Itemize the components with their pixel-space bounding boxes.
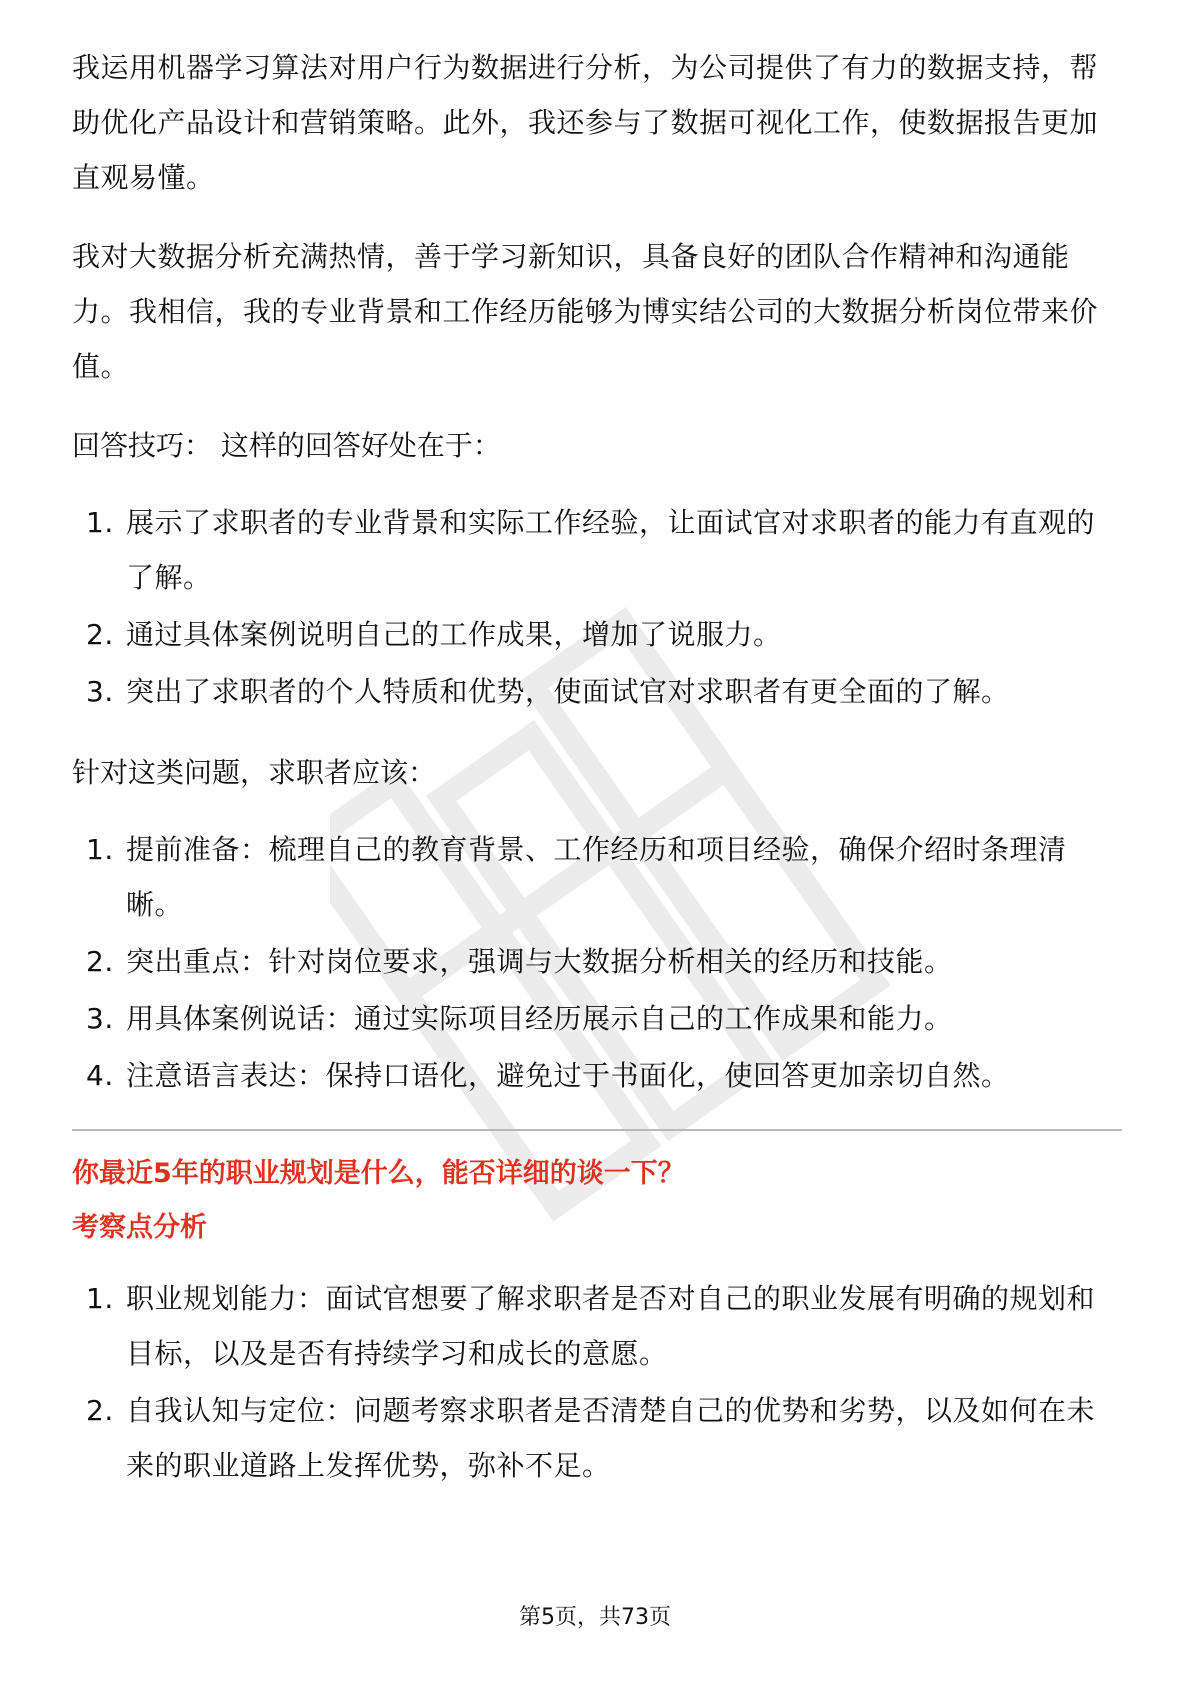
advice-list <box>72 822 1122 1103</box>
list-item <box>72 664 1122 719</box>
body-paragraph: 我运用机器学习算法对用户行为数据进行分析，为公司提供了有力的数据支持，帮助优化产品设计和营销策略。此外，我还参与了数据可视化工作，使数据报告更加直观易懂。 <box>72 51 1099 194</box>
list-item <box>72 822 1122 932</box>
list-item-text: 突出了求职者的个人特质和优势，使面试官对求职者有更全面的了解。 <box>126 675 1010 708</box>
list-number: 3. <box>86 1002 114 1035</box>
tips-list <box>72 495 1122 719</box>
list-item <box>72 1048 1122 1103</box>
list-number: 2. <box>86 945 114 978</box>
list-item <box>72 991 1122 1046</box>
list-item-text: 突出重点：针对岗位要求，强调与大数据分析相关的经历和技能。 <box>126 945 953 978</box>
list-item-text: 自我认知与定位：问题考察求职者是否清楚自己的优势和劣势，以及如何在未来的职业道路上发挥优势，弥补不足。 <box>126 1394 1096 1482</box>
analysis-list <box>72 1271 1122 1493</box>
list-item <box>72 1383 1122 1493</box>
list-item <box>72 607 1122 662</box>
list-item-text: 用具体案例说话：通过实际项目经历展示自己的工作成果和能力。 <box>126 1002 953 1035</box>
tips-heading: 回答技巧： 这样的回答好处在于： <box>72 429 501 462</box>
list-item <box>72 495 1122 605</box>
list-number: 1. <box>86 833 114 866</box>
analysis-heading: 考察点分析 <box>72 1212 207 1243</box>
list-number: 2. <box>86 618 114 651</box>
list-item-text: 展示了求职者的专业背景和实际工作经验，让面试官对求职者的能力有直观的了解。 <box>126 506 1096 594</box>
list-number: 1. <box>86 1282 114 1315</box>
section-divider <box>72 1129 1122 1131</box>
list-number: 2. <box>86 1394 114 1427</box>
page-footer: 第5页，共73页 <box>519 1605 671 1630</box>
advice-heading: 针对这类问题，求职者应该： <box>72 756 437 789</box>
list-number: 3. <box>86 675 114 708</box>
question-title: 你最近5年的职业规划是什么，能否详细的谈一下？ <box>72 1158 685 1189</box>
body-paragraph: 我对大数据分析充满热情，善于学习新知识，具备良好的团队合作精神和沟通能力。我相信，我的专业背景和工作经历能够为博实结公司的大数据分析岗位带来价值。 <box>72 240 1099 383</box>
list-item-text: 注意语言表达：保持口语化，避免过于书面化，使回答更加亲切自然。 <box>126 1059 1010 1092</box>
list-item-text: 职业规划能力：面试官想要了解求职者是否对自己的职业发展有明确的规划和目标，以及是否有持续学习和成长的意愿。 <box>126 1282 1096 1370</box>
document-page <box>72 40 1122 1519</box>
list-item-text: 通过具体案例说明自己的工作成果，增加了说服力。 <box>126 618 782 651</box>
list-number: 4. <box>86 1059 114 1092</box>
list-item-text: 提前准备：梳理自己的教育背景、工作经历和项目经验，确保介绍时条理清晰。 <box>126 833 1067 921</box>
list-item <box>72 934 1122 989</box>
list-item <box>72 1271 1122 1381</box>
list-number: 1. <box>86 506 114 539</box>
